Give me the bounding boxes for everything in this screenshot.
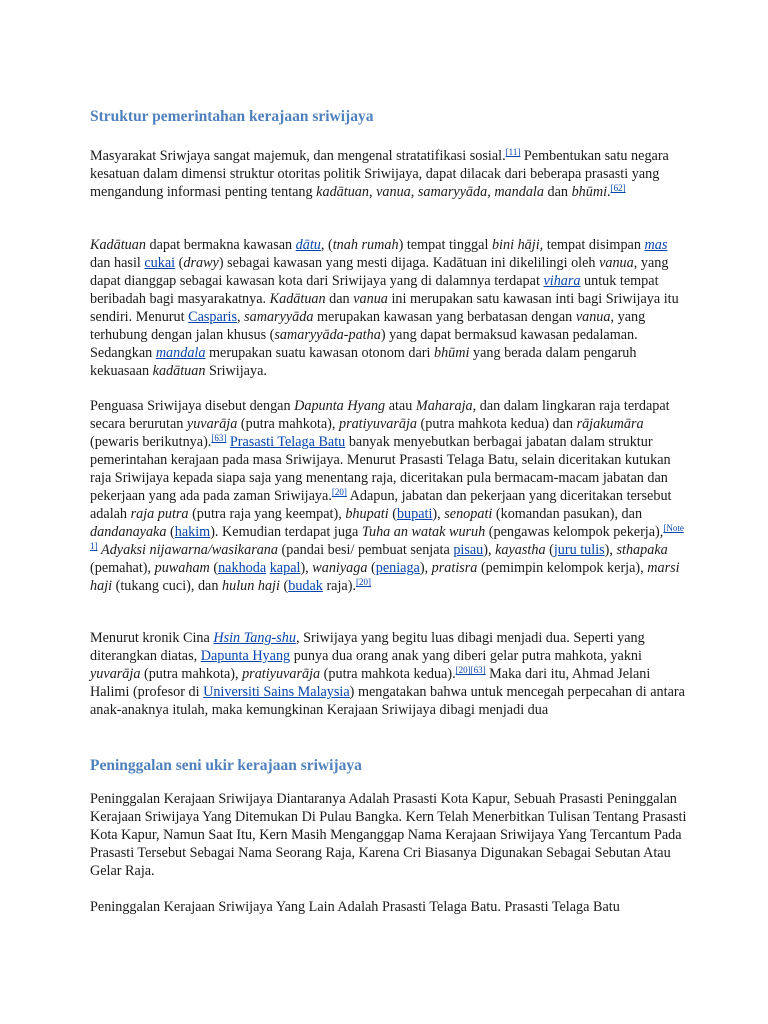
term: yuvarāja xyxy=(186,416,238,432)
text: , ( xyxy=(320,237,333,253)
text: punya dua orang anak yang diberi gelar putra mahkota, yakni xyxy=(290,648,642,664)
text: (pewaris berikutnya). xyxy=(90,434,212,450)
paragraph-stratifikasi xyxy=(90,147,690,201)
text: ), xyxy=(419,560,432,576)
term: raja putra xyxy=(130,506,189,522)
text: (putra mahkota), xyxy=(237,416,339,432)
section-heading-peninggalan: Peninggalan seni ukir kerajaan sriwijaya xyxy=(90,757,362,774)
text: ) yang dapat bermaksud kawasan pedalaman. Sedangkan xyxy=(90,327,638,361)
text: dan hasil xyxy=(90,255,145,271)
term: yuvarāja xyxy=(90,666,141,682)
text: (putra raja yang keempat), xyxy=(188,506,346,522)
text: , Sriwijaya yang begitu luas dibagi menjadi dua. Seperti yang diterangkan diatas, xyxy=(90,630,645,664)
term: mandala xyxy=(494,184,544,200)
text: Adapun, jabatan dan pekerjaan yang diceritakan tersebut adalah xyxy=(90,488,672,522)
text: , xyxy=(237,309,245,325)
text: (pemimpin kelompok kerja), xyxy=(477,560,648,576)
link-mas[interactable]: mas xyxy=(644,237,668,253)
term: vanua xyxy=(599,255,634,271)
link-peniaga[interactable]: peniaga xyxy=(375,560,420,576)
link-dapunta-hyang[interactable]: Dapunta Hyang xyxy=(200,648,291,664)
text: ) mengatakan bahwa untuk mencegah perpecahan di antara anak-anaknya itulah, maka kemungkinan Kerajaan Sriwijaya dibagi menjadi dua xyxy=(90,684,685,718)
text: atau xyxy=(385,398,416,414)
text: banyak menyebutkan berbagai jabatan dalam struktur pemerintahan kerajaan pada masa Sriwijaya. Menurut Prasasti Telaga Batu, selain diceritakan kutukan raja Sriwijaya kepada siapa saja yang menentang raja, diceritakan pula bermacam-macam jabatan dan pekerjaan yang ada pada zaman Sriwijaya. xyxy=(90,434,671,504)
term: drawy xyxy=(183,255,219,271)
text: , yang terhubung dengan jalan khusus ( xyxy=(90,309,646,343)
text: ) sebagai kawasan yang mesti dijaga. Kadātuan ini dikelilingi oleh xyxy=(218,255,600,271)
citation-link[interactable]: [20] xyxy=(331,487,347,497)
text: ) tempat tinggal xyxy=(398,237,492,253)
link-datu[interactable]: dātu xyxy=(295,237,321,253)
term: bhūmi xyxy=(433,345,470,361)
text: Pembentukan satu negara kesatuan dalam dimensi struktur otoritas politik Sriwijaya, dapat dilacak dari beberapa prasasti yang mengandung informasi penting tentang xyxy=(90,148,669,200)
term: senopati xyxy=(444,506,493,522)
term: kadātuan xyxy=(152,363,206,379)
text: ), xyxy=(432,506,445,522)
link-prasasti-telaga-batu[interactable]: Prasasti Telaga Batu xyxy=(229,434,346,450)
text: , yang dapat dianggap sebagai kawasan kota dari Sriwijaya yang di dalamnya terdapat xyxy=(90,255,669,289)
text: , xyxy=(487,184,495,200)
link-bupati[interactable]: bupati xyxy=(396,506,433,522)
text: merupakan kawasan yang berbatasan dengan xyxy=(313,309,576,325)
link-hakim[interactable]: hakim xyxy=(174,524,211,540)
text: (putra mahkota), xyxy=(140,666,243,682)
term: bini hāji xyxy=(491,237,540,253)
term: Adyaksi nijawarna/wasikarana xyxy=(101,542,278,558)
text: yang berada dalam pengaruh kekuasaan xyxy=(90,345,637,379)
term: Maharaja xyxy=(415,398,473,414)
text: ). Kemudian terdapat juga xyxy=(210,524,362,540)
paragraph-prasasti-kota-kapur: Peninggalan Kerajaan Sriwijaya Diantaranya Adalah Prasasti Kota Kapur, Sebuah Prasasti Peninggalan Kerajaan Sriwijaya Yang Ditemukan Di Pulau Bangka. Kern Telah Menerbitkan Tulisan Tentang Prasasti Kota Kapur, Namun Saat Itu, Kern Masih Menganggap Nama Kerajaan Sriwijaya Yang Tercantum Pada Prasasti Tersebut Sebagai Nama Seorang Raja, Karena Cri Biasanya Digunakan Sebagai Sebutan Atau Gelar Raja. xyxy=(90,791,687,879)
text: Penguasa Sriwijaya disebut dengan xyxy=(90,398,295,414)
term: kadātuan xyxy=(316,184,369,200)
text: (pemahat), xyxy=(90,560,155,576)
text: (putra mahkota kedua). xyxy=(320,666,456,682)
term: bhūmi xyxy=(571,184,608,200)
link-mandala[interactable]: mandala xyxy=(155,345,206,361)
term: bhupati xyxy=(345,506,389,522)
text: ), xyxy=(483,542,496,558)
term: vanua xyxy=(353,291,388,307)
term: samaryyāda-patha xyxy=(274,327,381,343)
link-hsin-tang-shu[interactable]: Hsin Tang-shu xyxy=(213,630,296,646)
term: tnah rumah xyxy=(332,237,399,253)
paragraph-penguasa xyxy=(90,397,690,595)
term: rājakumāra xyxy=(576,416,644,432)
link-juru-tulis[interactable]: juru tulis xyxy=(553,542,605,558)
term: Tuha an watak wuruh xyxy=(361,524,486,540)
text: raja). xyxy=(322,578,356,594)
paragraph-kronik-cina xyxy=(90,629,690,719)
paragraph-kadatuan xyxy=(90,236,690,380)
text: Menurut kronik Cina xyxy=(90,630,214,646)
term: hulun haji xyxy=(222,578,280,594)
text: (putra mahkota kedua) dan xyxy=(417,416,577,432)
link-casparis[interactable]: Casparis xyxy=(188,309,237,325)
term: dandanayaka xyxy=(90,524,167,540)
term: marsi haji xyxy=(90,560,680,594)
text: dapat bermakna kawasan xyxy=(145,237,296,253)
term: Dapunta Hyang xyxy=(294,398,386,414)
note-link[interactable]: [Note 1] xyxy=(90,523,684,551)
text: dan xyxy=(543,184,572,200)
text: (pengawas kelompok pekerja), xyxy=(485,524,664,540)
text: merupakan suatu kawasan otonom dari xyxy=(205,345,434,361)
link-kapal[interactable]: kapal xyxy=(269,560,301,576)
text: ini merupakan satu kawasan inti bagi Sriwijaya itu sendiri. Menurut xyxy=(90,291,679,325)
link-budak[interactable]: budak xyxy=(288,578,323,594)
text: Sriwijaya. xyxy=(205,363,267,379)
term: kayastha xyxy=(495,542,546,558)
text: ), xyxy=(604,542,617,558)
section-heading-struktur: Struktur pemerintahan kerajaan sriwijaya xyxy=(90,108,374,125)
citation-link[interactable]: [20][63] xyxy=(455,665,486,675)
text: ), xyxy=(300,560,313,576)
paragraph-prasasti-telaga-batu: Peninggalan Kerajaan Sriwijaya Yang Lain Adalah Prasasti Telaga Batu. Prasasti Telaga Batu xyxy=(90,899,620,915)
text: ( xyxy=(209,560,219,576)
link-pisau[interactable]: pisau xyxy=(453,542,484,558)
citation-link[interactable]: [20] xyxy=(356,577,371,587)
text: , xyxy=(368,184,377,200)
text: , dan dalam lingkaran raja terdapat secara berurutan xyxy=(90,398,670,432)
link-cukai[interactable]: cukai xyxy=(144,255,176,271)
link-universiti-sains-malaysia[interactable]: Universiti Sains Malaysia xyxy=(203,684,350,700)
text: (tukang cuci), dan xyxy=(112,578,222,594)
link-vihara[interactable]: vihara xyxy=(543,273,581,289)
term: waniyaga xyxy=(312,560,368,576)
term: pratiyuvarāja xyxy=(338,416,417,432)
term: sthapaka xyxy=(616,542,668,558)
term: Kadātuan xyxy=(269,291,326,307)
citation-link[interactable]: [63] xyxy=(211,433,227,443)
link-nakhoda[interactable]: nakhoda xyxy=(218,560,267,576)
text: ( xyxy=(175,255,184,271)
term: puwaham xyxy=(154,560,210,576)
term: samaryyāda xyxy=(244,309,314,325)
text: ( xyxy=(367,560,376,576)
text: Masyarakat Sriwjaya sangat majemuk, dan mengenal stratatifikasi sosial. xyxy=(90,148,506,164)
text: . xyxy=(607,184,611,200)
text: (komandan pasukan), dan xyxy=(492,506,643,522)
text: (pandai besi/ pembuat senjata xyxy=(278,542,454,558)
term: Kadātuan xyxy=(90,237,146,253)
text: ( xyxy=(279,578,289,594)
term: vanua xyxy=(376,184,411,200)
text: ( xyxy=(545,542,554,558)
citation-link[interactable]: [62] xyxy=(610,183,626,193)
term: pratisra xyxy=(431,560,478,576)
term: pratiyuvarāja xyxy=(242,666,321,682)
text: ( xyxy=(166,524,175,540)
text: dan xyxy=(325,291,354,307)
text: , xyxy=(410,184,418,200)
text: , tempat disimpan xyxy=(539,237,645,253)
citation-link[interactable]: [11] xyxy=(505,147,521,157)
text: ( xyxy=(388,506,397,522)
term: vanua xyxy=(575,309,611,325)
text: Maka dari itu, Ahmad Jelani Halimi (profesor di xyxy=(90,666,651,700)
term: samaryyāda xyxy=(417,184,488,200)
text: untuk tempat beribadah bagi masyarakatnya. xyxy=(90,273,659,307)
